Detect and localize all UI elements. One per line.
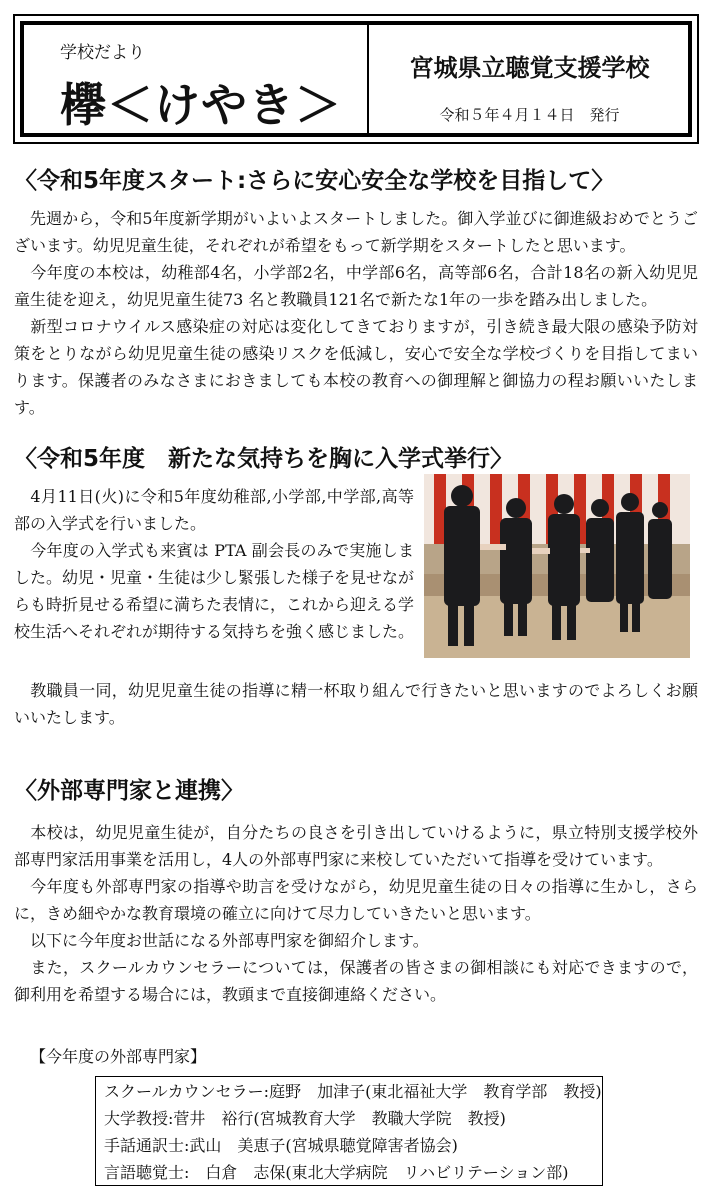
section3-heading: 〈外部専門家と連携〉 bbox=[14, 778, 244, 804]
section3-paragraph: 本校は，幼児児童生徒が，自分たちの良さを引き出していけるように，県立特別支援学校外部専門家活用事業を活用し，4人の外部専門家に来校していただいて指導を受けています。 bbox=[14, 823, 698, 869]
newsletter-title: 欅＜けやき＞ bbox=[60, 78, 342, 132]
section2-paragraph: 今年度の入学式も来賓は PTA 副会長のみで実施しました。幼児・児童・生徒は少し緊張した様子を見せながらも時折見せる希望に満ちた表情に，これから迎える学校生活へそれぞれが期待する気持ちを強く感じました。 bbox=[14, 541, 415, 641]
section1-heading: 〈令和5年度スタート:さらに安心安全な学校を目指して〉 bbox=[14, 168, 615, 194]
section1-paragraph: 先週から，令和5年度新学期がいよいよスタートしました。御入学並びに御進級おめでとうございます。幼児児童生徒，それぞれが希望をもって新学期をスタートしたと思います。 bbox=[14, 209, 698, 255]
section2-closing: 教職員一同，幼児児童生徒の指導に精一杯取り組んで行きたいと思いますのでよろしくお願いいたします。 bbox=[14, 681, 698, 727]
section3-paragraph: また，スクールカウンセラーについては，保護者の皆さまの御相談にも対応できますので，御利用を希望する場合には，教頭まで直接御連絡ください。 bbox=[14, 958, 698, 1004]
section2-heading: 〈令和5年度 新たな気持ちを胸に入学式挙行〉 bbox=[14, 446, 514, 472]
header-frame bbox=[20, 21, 692, 137]
section3-paragraph: 以下に今年度お世話になる外部専門家を御紹介します。 bbox=[14, 931, 429, 950]
expert-entry: スクールカウンセラー:庭野 加津子(東北福祉大学 教育学部 教授) bbox=[104, 1082, 602, 1101]
section3-body bbox=[14, 819, 698, 1008]
entrance-ceremony-photo bbox=[424, 474, 690, 658]
issue-date: 令和５年４月１４日 発行 bbox=[439, 106, 620, 124]
section1-paragraph: 今年度の本校は，幼稚部4名，小学部2名，中学部6名，高等部6名，合計18名の新入幼児児童生徒を迎え，幼児児童生徒73 名と教職員121名で新たな1年の一歩を踏み出しました。 bbox=[14, 263, 698, 309]
newsletter-label: 学校だより bbox=[60, 43, 145, 63]
section2-paragraph: 4月11日(火)に令和5年度幼稚部,小学部,中学部,高等部の入学式を行いました。 bbox=[14, 487, 414, 533]
ceremony-photo-illustration bbox=[424, 474, 690, 658]
experts-label: 【今年度の外部専門家】 bbox=[30, 1047, 207, 1066]
expert-entry: 大学教授:菅井 裕行(宮城教育大学 教職大学院 教授) bbox=[104, 1109, 506, 1128]
section3-paragraph: 今年度も外部専門家の指導や助言を受けながら，幼児児童生徒の日々の指導に生かし，さらに，きめ細やかな教育環境の確立に向けて尽力していきたいと思います。 bbox=[14, 877, 698, 923]
section1-body bbox=[14, 205, 698, 421]
expert-entry: 言語聴覚士: 白倉 志保(東北大学病院 リハビリテーション部) bbox=[104, 1163, 569, 1182]
section1-paragraph: 新型コロナウイルス感染症の対応は変化してきておりますが，引き続き最大限の感染予防対策をとりながら幼児児童生徒の感染リスクを低減し，安心で安全な学校づくりを目指してまいります。保護者のみなさまにおきましても本校の教育への御理解と御協力の程お願いいたします。 bbox=[14, 317, 698, 417]
experts-list bbox=[95, 1076, 603, 1186]
section2-body bbox=[14, 483, 414, 645]
expert-entry: 手話通訳士:武山 美恵子(宮城県聴覚障害者協会) bbox=[104, 1136, 458, 1155]
newsletter-header bbox=[13, 14, 699, 144]
school-name: 宮城県立聴覚支援学校 bbox=[409, 54, 650, 82]
